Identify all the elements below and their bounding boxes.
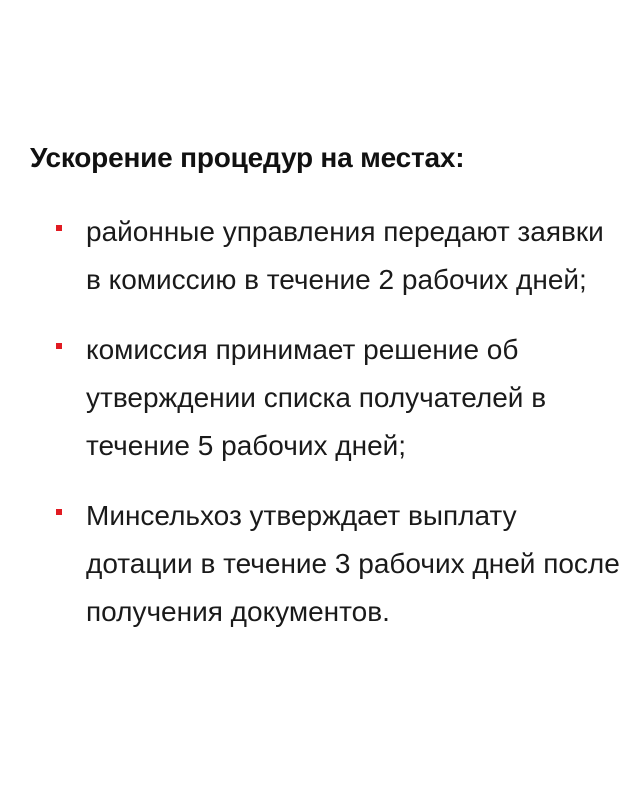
procedure-list — [30, 208, 620, 636]
list-item — [30, 492, 620, 636]
section-heading: Ускорение процедур на местах: — [30, 142, 465, 173]
bullet-square-icon — [56, 509, 62, 515]
list-item-text: районные управления передают заявки в комиссию в течение 2 рабочих дней; — [86, 216, 604, 295]
bullet-square-icon — [56, 225, 62, 231]
list-item — [30, 208, 620, 304]
list-item — [30, 326, 620, 470]
list-item-text: комиссия принимает решение об утверждении списка получателей в течение 5 рабочих дней; — [86, 334, 547, 461]
list-item-text: Минсельхоз утверждает выплату дотации в течение 3 рабочих дней после получения документов. — [86, 500, 620, 627]
content-block — [30, 138, 620, 658]
bullet-square-icon — [56, 343, 62, 349]
